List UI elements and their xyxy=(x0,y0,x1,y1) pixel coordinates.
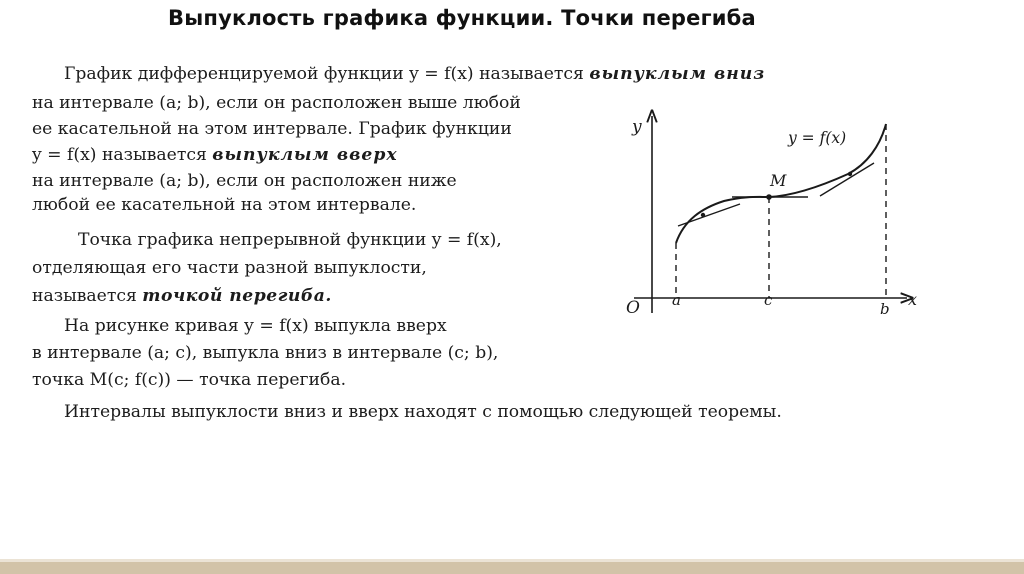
x-axis-label: x xyxy=(908,290,918,309)
p1-line-6: любой ее касательной на этом интервале. xyxy=(32,195,417,215)
tick-label-b: b xyxy=(880,300,890,318)
point-M xyxy=(766,194,772,200)
curve-label: y = f(x) xyxy=(788,129,847,147)
p1-line-4-text: y = f(x) называется xyxy=(32,145,213,165)
p1-line-3: ее касательной на этом интервале. График функции xyxy=(32,119,512,139)
p2-line-2: отделяющая его части разной выпуклости, xyxy=(32,258,427,278)
tick-label-a: a xyxy=(672,291,681,309)
p2-line-3-text: называется xyxy=(32,286,143,306)
p3-line-1: На рисунке кривая y = f(x) выпукла вверх xyxy=(64,316,447,336)
p1-line-4 xyxy=(32,145,398,165)
p3-line-2: в интервале (a; c), выпукла вниз в интервале (c; b), xyxy=(32,343,499,363)
term-convex-down: выпуклым вниз xyxy=(589,64,766,84)
footer-strip xyxy=(0,562,1024,574)
point-M-label: M xyxy=(770,171,787,190)
tangent-point-right xyxy=(848,172,852,176)
p4-line-1: Интервалы выпуклости вниз и вверх находят с помощью следующей теоремы. xyxy=(64,402,782,422)
p1-line-5: на интервале (a; b), если он расположен ниже xyxy=(32,171,457,191)
p3-line-3: точка M(c; f(c)) — точка перегиба. xyxy=(32,370,347,390)
term-inflection-point: точкой перегиба. xyxy=(142,286,332,306)
y-axis-label: y xyxy=(632,117,642,137)
slide-title: Выпуклость графика функции. Точки перегиба xyxy=(168,6,756,30)
p1-line-1 xyxy=(64,64,765,84)
inflection-figure xyxy=(612,108,922,323)
term-convex-up: выпуклым вверх xyxy=(212,145,398,165)
tangent-right xyxy=(820,163,874,196)
p2-line-3 xyxy=(32,286,332,306)
p2-line-1: Точка графика непрерывной функции y = f(x), xyxy=(78,230,502,250)
tick-label-c: c xyxy=(764,291,773,309)
p1-line-1-text: График дифференцируемой функции y = f(x) называется xyxy=(64,64,590,84)
tangent-point-left xyxy=(701,213,705,217)
p1-line-2: на интервале (a; b), если он расположен выше любой xyxy=(32,93,521,113)
origin-label: O xyxy=(626,298,640,318)
